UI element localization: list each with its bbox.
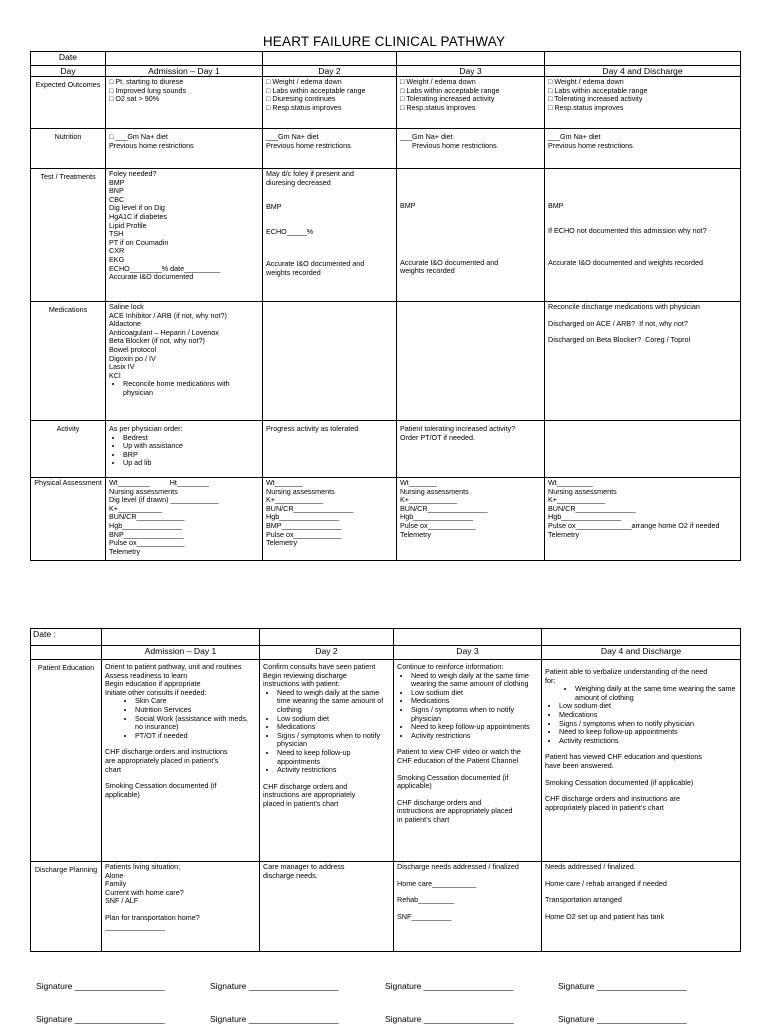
cell-nutrition-day4: ___Gm Na+ diet Previous home restrictions xyxy=(545,129,741,169)
signature-line[interactable]: Signature ___________________ xyxy=(558,1014,687,1024)
cell-medications-day2 xyxy=(263,302,397,421)
cell-education-day1: Orient to patient pathway, unit and routines Assess readiness to learn Begin education if appropriate Initiate other consults if needed: • Skin Care • Nutrition Services • Social Work (assistance with meds, no insurance) • PT/OT if needed CHF discharge orders and instructions are appropriately placed in patient’s chart Smoking Cessation documented (if applicable) xyxy=(102,660,260,862)
list-item: • Medications xyxy=(559,711,737,720)
cell-education-day2: Confirm consults have seen patient Begin reviewing discharge instructions with patient: • Need to weigh daily at the same time wearing the same amount of clothing • Low sodium diet • Medications • Signs / symptoms when to notify physician • Need to keep follow-up appointments • Activity restrictions CHF discharge orders and instructions are appropriately placed in patient’s chart xyxy=(260,660,394,862)
signature-line[interactable]: Signature ___________________ xyxy=(385,1014,514,1024)
pathway-table-2 xyxy=(30,628,741,952)
cell-education-day3: Continue to reinforce information: • Need to weigh daily at the same time wearing the same amount of clothing • Low sodium diet • Medications • Signs / symptoms when to notify physician • Need to keep follow-up appointments • Activity restrictions Patient to view CHF video or watch the CHF education of the Patient Channel Smoking Cessation documented (if applicable) CHF discharge orders and instructions are appropriately placed in patient’s chart xyxy=(394,660,542,862)
list-item: • Signs / symptoms when to notify physician xyxy=(559,720,737,729)
cell-physical-day4: Wt_________ Nursing assessments K+____________ BUN/CR_______________ Hgb_______________ Pulse ox______________arrange home O2 if needed Telemetry xyxy=(545,478,741,561)
list-item: • Activity restrictions xyxy=(277,766,390,775)
cell-nutrition-day2: ___Gm Na+ diet Previous home restrictions xyxy=(263,129,397,169)
list-item: • Medications xyxy=(277,723,390,732)
list-item: • Need to keep follow-up appointments xyxy=(411,723,538,732)
row-label-expected-outcomes: Expected Outcomes xyxy=(31,77,106,129)
row-label-physical-assessment: Physical Assessment xyxy=(31,478,106,561)
row-label-activity: Activity xyxy=(31,421,106,478)
cell-activity-day3: Patient tolerating increased activity? Order PT/OT if needed. xyxy=(397,421,545,478)
list-item: • Low sodium diet xyxy=(411,689,538,698)
cell-outcomes-day1: □ Pt. starting to diurese □ Improved lung sounds □ O2 sat > 90% xyxy=(106,77,263,129)
list-item: • Up with assistance xyxy=(123,442,259,451)
list-item: • Low sodium diet xyxy=(559,702,737,711)
column-header: Day 3 xyxy=(397,66,545,77)
list-item: • Reconcile home medications with physician xyxy=(123,380,259,397)
list-item: • Up ad lib xyxy=(123,459,259,468)
list-item: • Need to keep follow-up appointments xyxy=(559,728,737,737)
row-label-nutrition: Nutrition xyxy=(31,129,106,169)
list-item: • Activity restrictions xyxy=(559,737,737,746)
cell-nutrition-day3: ___Gm Na+ diet Previous home restrictions xyxy=(397,129,545,169)
row-label-tests: Test / Treatments xyxy=(31,169,106,302)
column-header: Admission – Day 1 xyxy=(106,66,263,77)
row-label-discharge-planning: Discharge Planning xyxy=(31,862,102,952)
cell-activity-day1: As per physician order: • Bedrest • Up with assistance • BRP • Up ad lib xyxy=(106,421,263,478)
list-item: • Need to weigh daily at the same time wearing the same amount of clothing xyxy=(277,689,390,715)
cell-tests-day1: Foley needed? BMP BNP CBC Dig level if on Dig HgA1C if diabetes Lipid Profile TSH PT if on Coumadin CXR EKG ECHO________% date_________ Accurate I&O documented xyxy=(106,169,263,302)
cell-education-day4: Patient able to verbalize understanding of the need for: • Weighing daily at the same time wearing the same amount of clothing • Low sodium diet • Medications • Signs / symptoms when to notify physician • Need to keep follow-up appointments • Activity restrictions Patient has viewed CHF education and questions have been answered. Smoking Cessation documented (if applicable) CHF discharge orders and instructions are appropriately placed in patient’s chart xyxy=(542,660,741,862)
column-header: Day 4 and Discharge xyxy=(545,66,741,77)
signature-line[interactable]: Signature ___________________ xyxy=(36,981,165,991)
date-field-day1[interactable] xyxy=(106,52,263,66)
signature-line[interactable]: Signature ___________________ xyxy=(36,1014,165,1024)
cell-physical-day3: Wt_______ Nursing assessments K+____________ BUN/CR_______________ Hgb_______________ Pulse ox____________ Telemetry xyxy=(397,478,545,561)
list-item: • Weighing daily at the same time wearing the same amount of clothing xyxy=(575,685,737,702)
list-item: • Medications xyxy=(411,697,538,706)
row-label-patient-education: Patient Education xyxy=(31,660,102,862)
list-item: • Bedrest xyxy=(123,434,259,443)
cell-tests-day2: May d/c foley if present and diuresing decreased BMP ECHO_____% Accurate I&O documented and weights recorded xyxy=(263,169,397,302)
date-field-day2[interactable] xyxy=(260,629,394,646)
signature-line[interactable]: Signature ___________________ xyxy=(385,981,514,991)
list-item: • Nutrition Services xyxy=(135,706,256,715)
cell-discharge-day3: Discharge needs addressed / finalized Home care___________ Rehab_________ SNF__________ xyxy=(394,862,542,952)
date-field-day3[interactable] xyxy=(397,52,545,66)
list-item: • Need to weigh daily at the same time wearing the same amount of clothing xyxy=(411,672,538,689)
date-field-day4[interactable] xyxy=(545,52,741,66)
page-title: HEART FAILURE CLINICAL PATHWAY xyxy=(262,34,506,49)
cell-activity-day4 xyxy=(545,421,741,478)
column-header: Day 2 xyxy=(260,646,394,660)
date-field-day4[interactable] xyxy=(542,629,741,646)
cell-tests-day3: BMP Accurate I&O documented and weights recorded xyxy=(397,169,545,302)
list-item: • Skin Care xyxy=(135,697,256,706)
pathway-table-1 xyxy=(30,51,741,561)
cell-activity-day2: Progress activity as tolerated xyxy=(263,421,397,478)
signature-line[interactable]: Signature ___________________ xyxy=(558,981,687,991)
date-label: Date xyxy=(31,52,106,66)
column-header-blank xyxy=(31,646,102,660)
column-header: Day 4 and Discharge xyxy=(542,646,741,660)
list-item: • Need to keep follow-up appointments xyxy=(277,749,390,766)
cell-physical-day2: Wt_______ Nursing assessments K+____________ BUN/CR_______________ Hgb_______________ BMP_______________ Pulse ox____________ Telemetry xyxy=(263,478,397,561)
signature-line[interactable]: Signature ___________________ xyxy=(210,981,339,991)
list-item: • Signs / symptoms when to notify physician xyxy=(411,706,538,723)
cell-physical-day1: Wt________ Ht________ Nursing assessments Dig level (if drawn) ____________ K+___________ BUN/CR____________ Hgb_______________ BNP_______________ Pulse ox____________ Telemetry xyxy=(106,478,263,561)
row-label-medications: Medications xyxy=(31,302,106,421)
cell-outcomes-day2: □ Weight / edema down □ Labs within acceptable range □ Diuresing continues □ Resp.status improves xyxy=(263,77,397,129)
signature-line[interactable]: Signature ___________________ xyxy=(210,1014,339,1024)
cell-medications-day3 xyxy=(397,302,545,421)
list-item: • Low sodium diet xyxy=(277,715,390,724)
cell-discharge-day4: Needs addressed / finalized. Home care / rehab arranged if needed Transportation arranged Home O2 set up and patient has tank xyxy=(542,862,741,952)
column-header: Admission – Day 1 xyxy=(102,646,260,660)
cell-tests-day4: BMP If ECHO not documented this admission why not? Accurate I&O documented and weights recorded xyxy=(545,169,741,302)
column-header: Day 2 xyxy=(263,66,397,77)
date-field-day3[interactable] xyxy=(394,629,542,646)
date-label: Date : xyxy=(31,629,102,646)
date-field-day2[interactable] xyxy=(263,52,397,66)
date-field-day1[interactable] xyxy=(102,629,260,646)
list-item: • Signs / symptoms when to notify physician xyxy=(277,732,390,749)
column-header: Day 3 xyxy=(394,646,542,660)
list-item: • Social Work (assistance with meds, no insurance) xyxy=(135,715,256,732)
list-item: • BRP xyxy=(123,451,259,460)
cell-outcomes-day4: □ Weight / edema down □ Labs within acceptable range □ Tolerating increased activity □ Resp.status improves xyxy=(545,77,741,129)
cell-medications-day1: Saline lock ACE Inhibitor / ARB (if not, why not?) Aldactone Anticoagulant – Heparin / Lovenox Beta Blocker (if not, why not?) Bowel protocol Digoxin po / IV Lasix IV KCl • Reconcile home medications with physician xyxy=(106,302,263,421)
day-label: Day xyxy=(31,66,106,77)
cell-outcomes-day3: □ Weight / edema down □ Labs within acceptable range □ Tolerating increased activity □ Resp.status improves xyxy=(397,77,545,129)
cell-discharge-day2: Care manager to address discharge needs. xyxy=(260,862,394,952)
cell-nutrition-day1: □ ___Gm Na+ diet Previous home restrictions xyxy=(106,129,263,169)
cell-discharge-day1: Patients living situation: Alone Family Current with home care? SNF / ALF Plan for transportation home? _______________ xyxy=(102,862,260,952)
cell-medications-day4: Reconcile discharge medications with physician Discharged on ACE / ARB? If not, why not? Discharged on Beta Blocker? Coreg / Toprol xyxy=(545,302,741,421)
list-item: • PT/OT if needed xyxy=(135,732,256,741)
list-item: • Activity restrictions xyxy=(411,732,538,741)
